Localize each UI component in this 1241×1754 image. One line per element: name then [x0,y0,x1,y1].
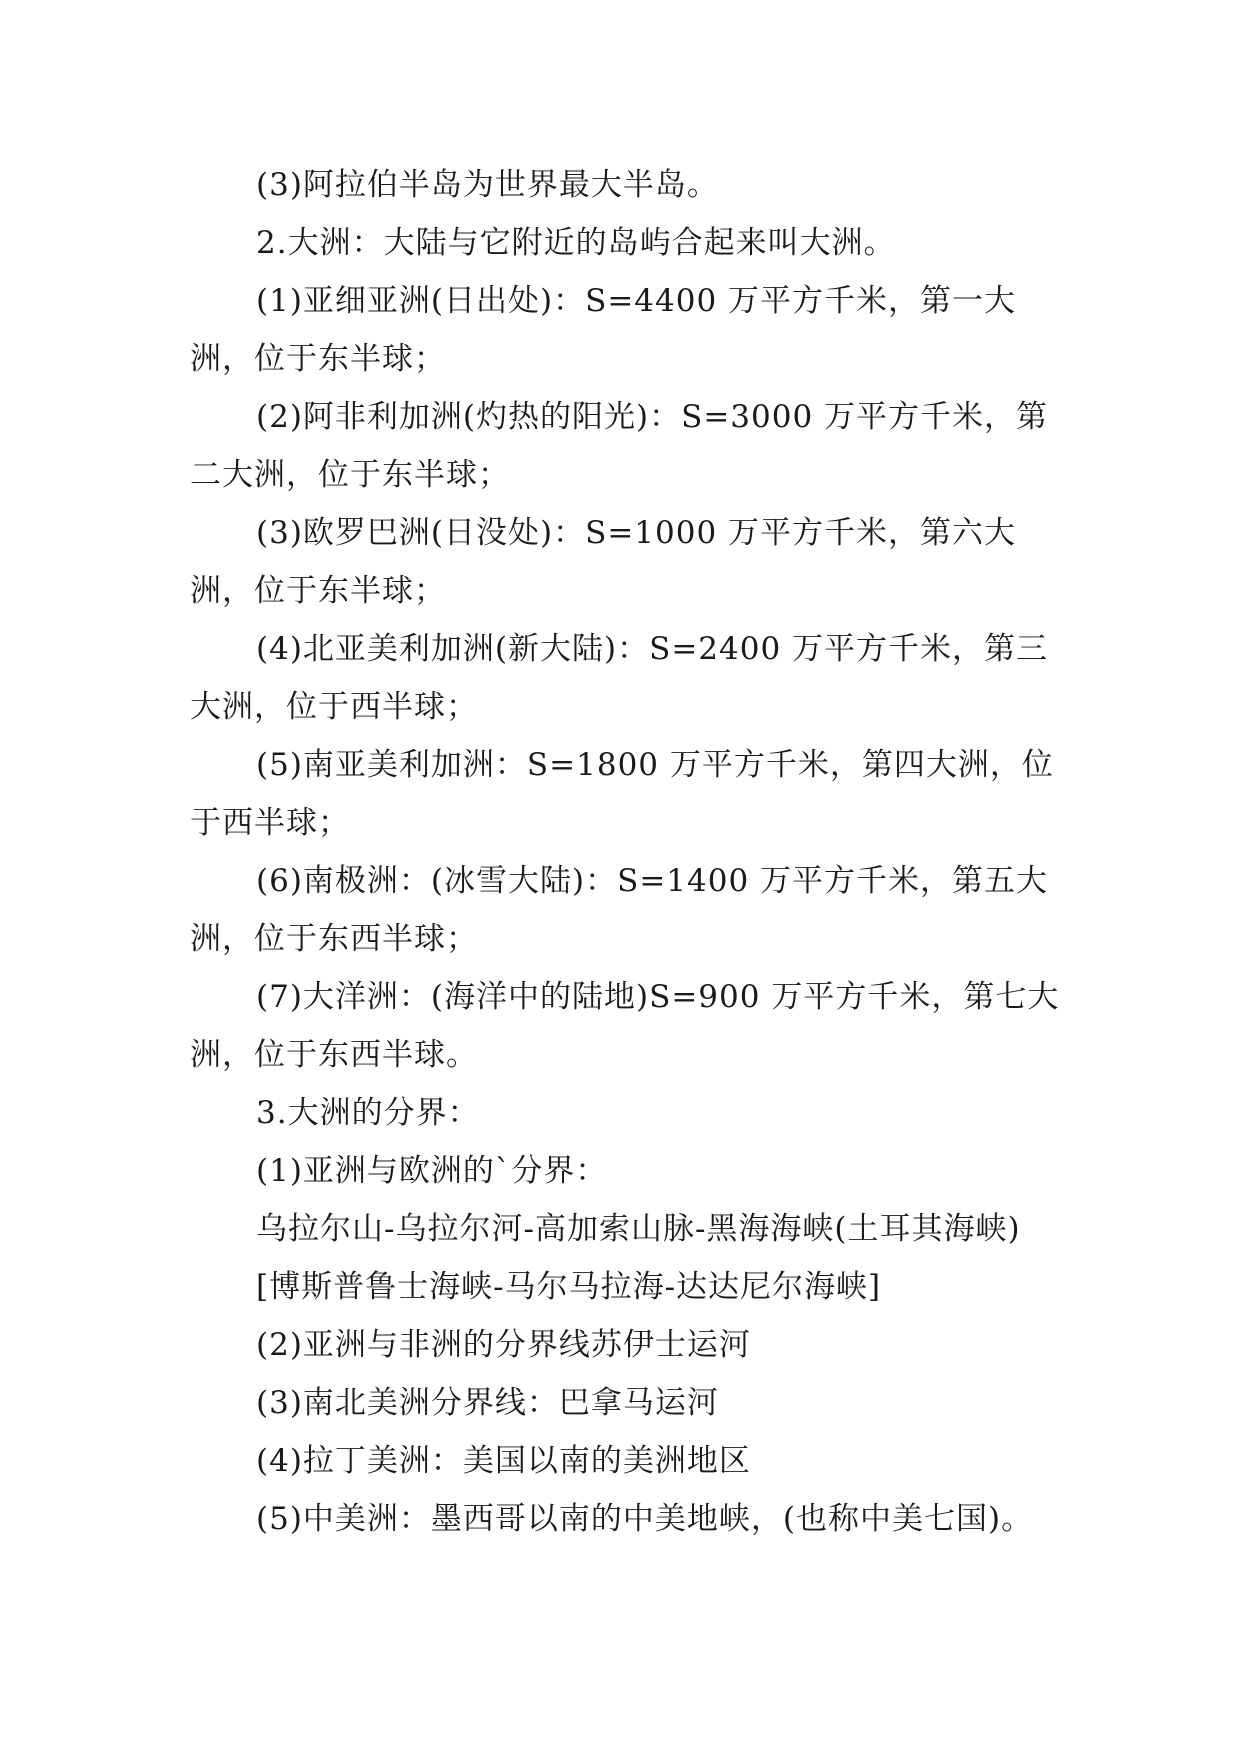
paragraph-latin-america: (4)拉丁美洲：美国以南的美洲地区 [256,1443,751,1479]
paragraph-asia-europe-boundary-line: 乌拉尔山-乌拉尔河-高加索山脉-黑海海峡(土耳其海峡) [256,1211,1021,1247]
paragraph-antarctica: (6)南极洲：(冰雪大陆)：S=1400 万平方千米，第五大洲，位于东西半球； [190,863,1049,957]
paragraph-north-america: (4)北亚美利加洲(新大陆)：S=2400 万平方千米，第三大洲，位于西半球； [190,631,1049,725]
paragraph-asia: (1)亚细亚洲(日出处)：S=4400 万平方千米，第一大洲，位于东半球； [190,283,1017,377]
paragraph-central-america: (5)中美洲：墨西哥以南的中美地峡，(也称中美七国)。 [256,1501,1034,1537]
paragraph-europe: (3)欧罗巴洲(日没处)：S=1000 万平方千米，第六大洲，位于东半球； [190,515,1017,609]
paragraph-continent-definition: 2.大洲：大陆与它附近的岛屿合起来叫大洲。 [256,225,896,261]
paragraph-south-america: (5)南亚美利加洲：S=1800 万平方千米，第四大洲，位于西半球； [190,747,1054,841]
paragraph-continent-boundaries-heading: 3.大洲的分界： [256,1095,480,1131]
paragraph-turkish-straits-detail: [博斯普鲁士海峡-马尔马拉海-达达尼尔海峡] [256,1269,882,1305]
paragraph-asia-africa-boundary: (2)亚洲与非洲的分界线苏伊士运河 [256,1327,751,1363]
paragraph-arabian-peninsula: (3)阿拉伯半岛为世界最大半岛。 [256,167,719,203]
paragraph-oceania: (7)大洋洲：(海洋中的陆地)S=900 万平方千米，第七大洲，位于东西半球。 [190,979,1060,1073]
paragraph-africa: (2)阿非利加洲(灼热的阳光)：S=3000 万平方千米，第二大洲，位于东半球； [190,399,1049,493]
paragraph-americas-boundary: (3)南北美洲分界线：巴拿马运河 [256,1385,719,1421]
document-body [190,156,1070,1548]
paragraph-asia-europe-boundary: (1)亚洲与欧洲的`分界： [256,1153,608,1189]
